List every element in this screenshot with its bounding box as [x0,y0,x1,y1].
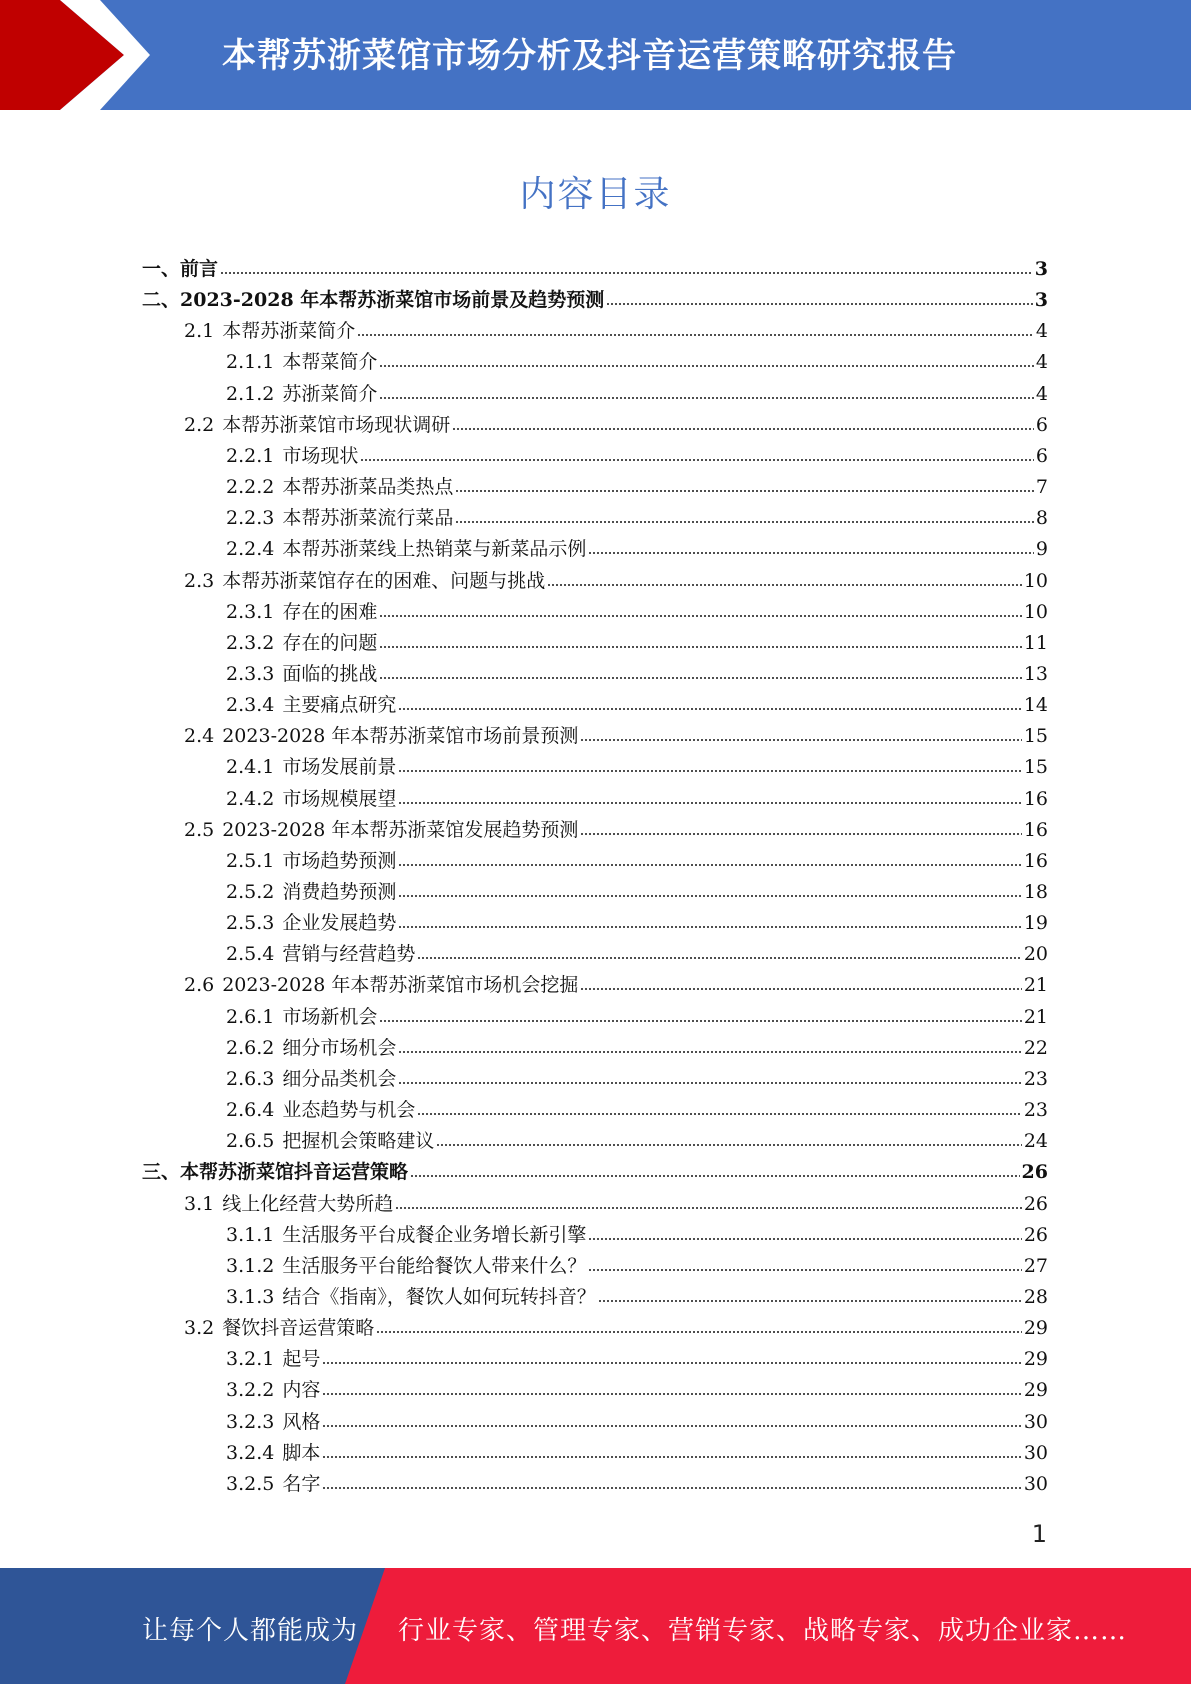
toc-entry[interactable] [226,941,1048,967]
toc-entry-page: 16 [1023,850,1048,872]
toc-entry-page: 8 [1035,507,1048,529]
toc-entry-number: 2.4.1 [226,756,275,778]
toc-entry-number: 3.1.2 [226,1255,275,1277]
toc-entry[interactable] [226,661,1048,687]
toc-entry[interactable] [226,1035,1048,1061]
toc-entry[interactable] [184,568,1048,594]
toc-dot-leader [360,456,1034,464]
toc-entry-title: 把握机会策略建议 [282,1130,435,1152]
toc-entry[interactable] [226,786,1048,812]
header-banner [0,0,1191,110]
toc-entry-page: 22 [1023,1037,1048,1059]
toc-entry-number: 3.1 [184,1193,215,1215]
toc-entry[interactable] [226,1097,1048,1123]
toc-entry[interactable] [226,1346,1048,1372]
toc-dot-leader [580,830,1021,838]
toc-entry-title: 前言 [180,258,219,280]
toc-entry-number: 2.5.3 [226,912,275,934]
toc-dot-leader [357,331,1034,339]
toc-entry-number: 2.3.4 [226,694,275,716]
toc-dot-leader [398,861,1021,869]
toc-dot-leader [398,705,1021,713]
toc-entry-page: 21 [1023,1006,1048,1028]
toc-entry[interactable] [226,474,1048,500]
footer-slogan-left: 让每个人都能成为 [142,1616,359,1646]
toc-entry-number: 2.1.2 [226,383,275,405]
toc-entry-title: 存在的困难 [282,601,378,623]
toc-entry-page: 18 [1023,881,1048,903]
toc-dot-leader [417,1110,1021,1118]
toc-entry[interactable] [184,412,1048,438]
toc-entry-page: 24 [1023,1130,1048,1152]
toc-entry[interactable] [226,443,1048,469]
toc-entry-page: 6 [1035,445,1048,467]
toc-entry-number: 2.5.2 [226,881,275,903]
toc-dot-leader [379,643,1021,651]
toc-entry[interactable] [226,879,1048,905]
toc-dot-leader [379,362,1034,370]
toc-entry[interactable] [184,318,1048,344]
toc-entry-title: 业态趋势与机会 [282,1099,416,1121]
toc-dot-leader [379,1017,1021,1025]
toc-entry-number: 2.1.1 [226,351,275,373]
toc-dot-leader [398,799,1021,807]
toc-entry-number: 2.6.3 [226,1068,275,1090]
toc-entry[interactable] [184,723,1048,749]
toc-entry-page: 14 [1023,694,1048,716]
toc-entry[interactable] [226,1128,1048,1154]
toc-entry-page: 13 [1023,663,1048,685]
toc-entry[interactable] [226,505,1048,531]
toc-entry[interactable] [226,692,1048,718]
toc-entry[interactable] [184,1315,1048,1341]
toc-entry-page: 7 [1035,476,1048,498]
toc-entry-page: 11 [1023,632,1048,654]
toc-entry-number: 2.4.2 [226,788,275,810]
toc-dot-leader [322,1453,1021,1461]
toc-entry-page: 6 [1035,414,1048,436]
toc-dot-leader [220,269,1033,277]
toc-entry[interactable] [226,630,1048,656]
toc-entry-title: 市场趋势预测 [282,850,397,872]
toc-dot-leader [547,581,1022,589]
toc-entry-page: 23 [1023,1068,1048,1090]
toc-entry-page: 30 [1023,1442,1048,1464]
toc-dot-leader [398,1048,1021,1056]
toc-entry-title: 本帮苏浙菜馆抖音运营策略 [180,1161,409,1183]
toc-entry[interactable] [184,972,1048,998]
footer-slogan-right: 行业专家、管理专家、营销专家、战略专家、成功企业家…… [398,1616,1128,1646]
toc-entry-title: 本帮苏浙菜流行菜品 [282,507,454,529]
toc-entry-title: 餐饮抖音运营策略 [222,1317,375,1339]
report-title: 本帮苏浙菜馆市场分析及抖音运营策略研究报告 [222,36,957,76]
toc-entry-title: 线上化经营大势所趋 [222,1193,394,1215]
toc-dot-leader [580,985,1021,993]
toc-entry-title: 2023-2028 年本帮苏浙菜馆发展趋势预测 [222,819,579,841]
toc-entry-page: 10 [1023,570,1048,592]
toc-entry-number: 一、 [142,258,181,280]
toc-entry[interactable] [184,817,1048,843]
toc-entry[interactable] [184,1191,1048,1217]
toc-entry-title: 企业发展趋势 [282,912,397,934]
toc-entry-title: 市场发展前景 [282,756,397,778]
toc-entry-number: 2.3.1 [226,601,275,623]
toc-entry[interactable] [226,1004,1048,1030]
toc-entry-number: 2.2 [184,414,215,436]
toc-entry-page: 30 [1023,1411,1048,1433]
toc-entry[interactable] [226,1284,1048,1310]
toc-dot-leader [322,1422,1021,1430]
toc-entry-number: 2.1 [184,320,215,342]
toc-entry-page: 23 [1023,1099,1048,1121]
toc-entry-title: 名字 [282,1473,321,1495]
toc-entry-title: 市场新机会 [282,1006,378,1028]
toc-entry-title: 本帮菜简介 [282,351,378,373]
toc-entry-page: 27 [1023,1255,1048,1277]
toc-heading: 内容目录 [519,174,672,215]
toc-entry[interactable] [226,1409,1048,1435]
toc-entry-title: 本帮苏浙菜品类热点 [282,476,454,498]
toc-entry-page: 4 [1035,383,1048,405]
toc-entry-title: 存在的问题 [282,632,378,654]
toc-dot-leader [376,1328,1022,1336]
toc-entry-title: 市场现状 [282,445,359,467]
toc-dot-leader [598,1297,1022,1305]
toc-entry-number: 2.3.3 [226,663,275,685]
toc-entry-title: 起号 [282,1348,321,1370]
toc-entry-number: 2.5 [184,819,215,841]
toc-entry[interactable] [226,848,1048,874]
toc-entry-number: 2.5.1 [226,850,275,872]
toc-entry-title: 细分市场机会 [282,1037,397,1059]
toc-entry-number: 3.2.2 [226,1379,275,1401]
toc-entry[interactable] [226,1222,1048,1248]
toc-entry[interactable] [226,1440,1048,1466]
toc-entry-number: 2.6.2 [226,1037,275,1059]
toc-entry-number: 二、 [142,289,181,311]
toc-dot-leader [580,736,1021,744]
toc-entry-title: 2023-2028 年本帮苏浙菜馆市场机会挖掘 [222,974,579,996]
toc-entry-number: 3.1.1 [226,1224,275,1246]
toc-dot-leader [322,1484,1021,1492]
toc-entry[interactable] [226,910,1048,936]
toc-entry-number: 2.6.4 [226,1099,275,1121]
toc-entry-page: 15 [1023,725,1048,747]
page-number: 1 [1031,1520,1047,1548]
toc-entry-title: 苏浙菜简介 [282,383,378,405]
toc-dot-leader [395,1204,1022,1212]
toc-entry-number: 2.6.5 [226,1130,275,1152]
toc-entry-title: 本帮苏浙菜简介 [222,320,356,342]
toc-entry-title: 2023-2028 年本帮苏浙菜馆市场前景预测 [222,725,579,747]
toc-entry-title: 2023-2028 年本帮苏浙菜馆市场前景及趋势预测 [180,289,605,311]
toc-entry-page: 21 [1023,974,1048,996]
toc-entry[interactable] [226,1066,1048,1092]
toc-dot-leader [588,1235,1021,1243]
toc-entry-page: 20 [1023,943,1048,965]
toc-entry[interactable] [226,1471,1048,1497]
toc-dot-leader [436,1141,1021,1149]
toc-entry-number: 2.2.4 [226,538,275,560]
toc-entry-title: 本帮苏浙菜馆市场现状调研 [222,414,451,436]
toc-entry[interactable] [142,287,1048,313]
toc-entry-title: 本帮苏浙菜线上热销菜与新菜品示例 [282,538,587,560]
toc-entry-page: 26 [1021,1161,1048,1183]
toc-dot-leader [322,1359,1021,1367]
toc-entry-page: 29 [1023,1348,1048,1370]
toc-entry[interactable] [226,599,1048,625]
toc-entry[interactable] [226,349,1048,375]
toc-entry-page: 16 [1023,819,1048,841]
toc-entry-page: 28 [1023,1286,1048,1308]
toc-entry-number: 2.3.2 [226,632,275,654]
toc-dot-leader [398,923,1021,931]
toc-entry-number: 3.2.1 [226,1348,275,1370]
toc-entry-number: 3.2.4 [226,1442,275,1464]
toc-entry-title: 脚本 [282,1442,321,1464]
toc-dot-leader [410,1172,1020,1180]
toc-entry-number: 2.5.4 [226,943,275,965]
toc-entry-number: 3.2.5 [226,1473,275,1495]
toc-entry-title: 风格 [282,1411,321,1433]
toc-entry[interactable] [142,256,1048,282]
toc-dot-leader [606,300,1032,308]
toc-dot-leader [455,518,1034,526]
toc-entry-number: 三、 [142,1161,181,1183]
footer-banner [0,1568,1191,1684]
toc-entry-page: 16 [1023,788,1048,810]
toc-dot-leader [379,612,1021,620]
toc-dot-leader [398,767,1021,775]
toc-entry-page: 29 [1023,1379,1048,1401]
toc-entry-title: 本帮苏浙菜馆存在的困难、问题与挑战 [222,570,546,592]
toc-entry-page: 9 [1035,538,1048,560]
toc-entry-number: 2.6 [184,974,215,996]
toc-entry-number: 2.3 [184,570,215,592]
toc-entry-page: 30 [1023,1473,1048,1495]
toc-entry-page: 26 [1023,1193,1048,1215]
toc-entry-title: 生活服务平台成餐企业务增长新引擎 [282,1224,587,1246]
toc-entry-title: 生活服务平台能给餐饮人带来什么？ [282,1255,587,1277]
toc-entry-page: 29 [1023,1317,1048,1339]
toc-entry[interactable] [226,754,1048,780]
toc-dot-leader [322,1390,1021,1398]
toc-entry-title: 结合《指南》，餐饮人如何玩转抖音？ [282,1286,596,1308]
toc-entry-title: 营销与经营趋势 [282,943,416,965]
toc-entry-title: 内容 [282,1379,321,1401]
toc-dot-leader [588,549,1034,557]
toc-entry-title: 主要痛点研究 [282,694,397,716]
toc-entry-number: 2.2.1 [226,445,275,467]
toc-entry-number: 3.2.3 [226,1411,275,1433]
toc-entry-number: 2.2.2 [226,476,275,498]
toc-entry-number: 2.4 [184,725,215,747]
toc-entry-title: 市场规模展望 [282,788,397,810]
toc-entry[interactable] [142,1159,1048,1185]
toc-entry-number: 2.6.1 [226,1006,275,1028]
toc-dot-leader [588,1266,1021,1274]
toc-entry[interactable] [226,381,1048,407]
toc-entry-page: 15 [1023,756,1048,778]
toc-dot-leader [452,425,1034,433]
toc-entry-page: 3 [1034,289,1048,311]
toc-entry-page: 3 [1034,258,1048,280]
toc-dot-leader [379,394,1034,402]
toc-entry-title: 面临的挑战 [282,663,378,685]
toc-entry-page: 26 [1023,1224,1048,1246]
toc-dot-leader [398,1079,1021,1087]
toc-dot-leader [417,954,1021,962]
toc-entry-page: 10 [1023,601,1048,623]
toc-entry-number: 3.2 [184,1317,215,1339]
toc-entry-page: 19 [1023,912,1048,934]
toc-dot-leader [379,674,1021,682]
toc-dot-leader [455,487,1034,495]
toc-entry[interactable] [226,1377,1048,1403]
toc-entry-title: 消费趋势预测 [282,881,397,903]
toc-dot-leader [398,892,1021,900]
toc-entry[interactable] [226,536,1048,562]
toc-entry-title: 细分品类机会 [282,1068,397,1090]
toc-entry-page: 4 [1035,351,1048,373]
toc-entry-number: 3.1.3 [226,1286,275,1308]
toc-entry[interactable] [226,1253,1048,1279]
toc-entry-number: 2.2.3 [226,507,275,529]
toc-entry-page: 4 [1035,320,1048,342]
